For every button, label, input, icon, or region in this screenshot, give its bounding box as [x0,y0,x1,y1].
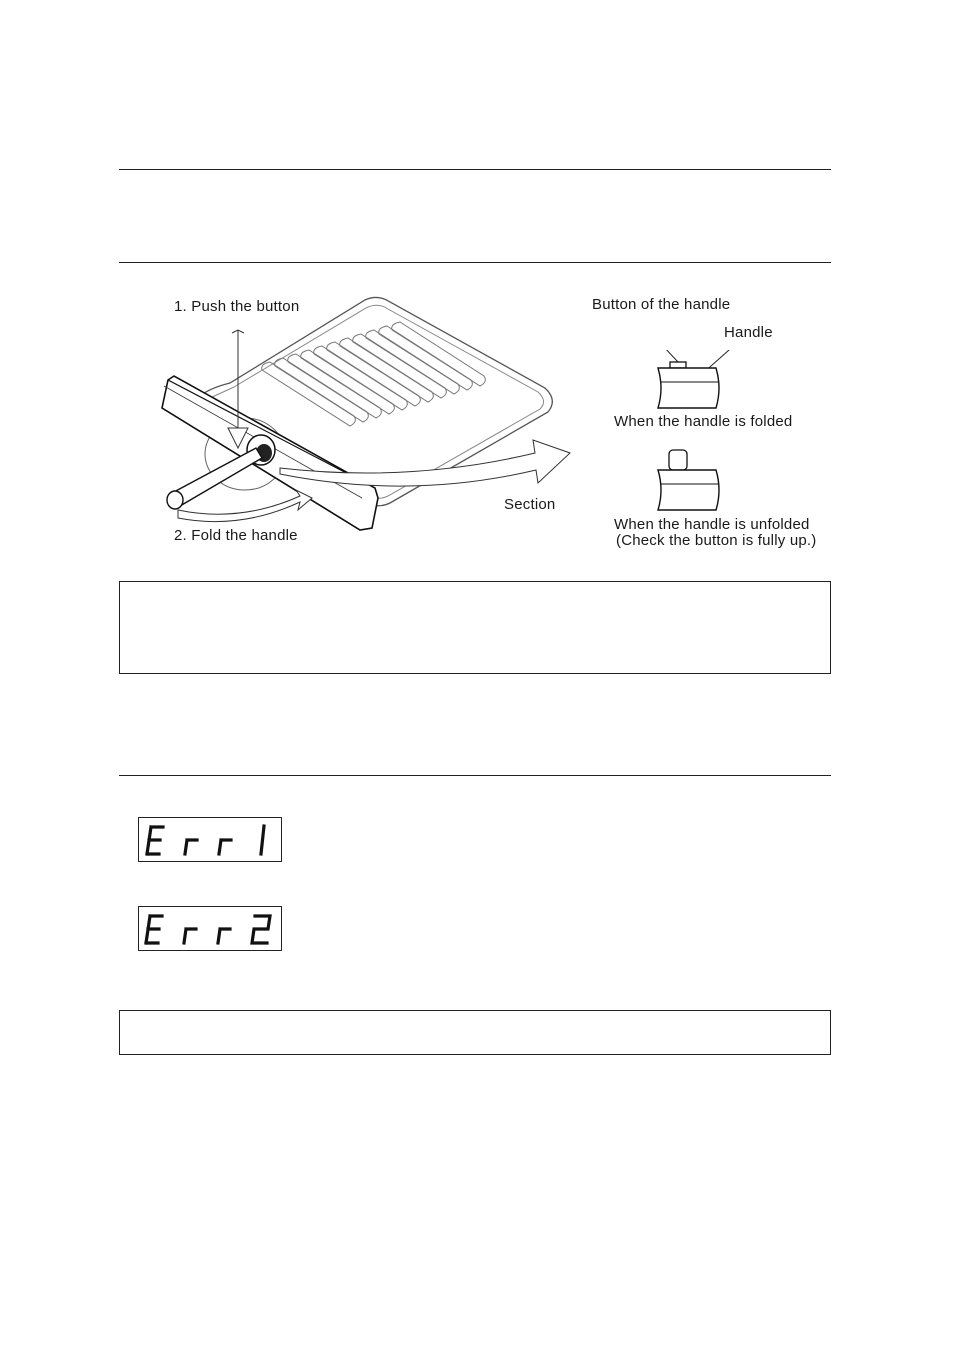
fold-handle-label: 2. Fold the handle [174,527,298,544]
section-rule [119,262,831,263]
tray-rib [366,330,460,394]
note-box [119,581,831,674]
top-rule [119,169,831,170]
err2-segments [139,907,281,950]
err1-display [138,817,282,862]
button-of-handle-label: Button of the handle [592,296,731,313]
folded-caption: When the handle is folded [614,413,793,430]
err2-display [138,906,282,951]
unfolded-caption: When the handle is unfolded [614,516,810,533]
err1-segments [139,818,281,861]
bottom-note-box [119,1010,831,1055]
unfolded-note: (Check the button is fully up.) [616,532,817,549]
tray-rib [379,326,473,390]
tray-ribs [262,322,486,426]
section-label: Section [504,496,556,513]
push-button-label: 1. Push the button [174,298,300,315]
handle-cross-section-detail [640,350,740,520]
tray-rib [392,322,486,386]
handle-label: Handle [724,324,773,341]
error-section-rule [119,775,831,776]
tray-rib [353,334,447,398]
